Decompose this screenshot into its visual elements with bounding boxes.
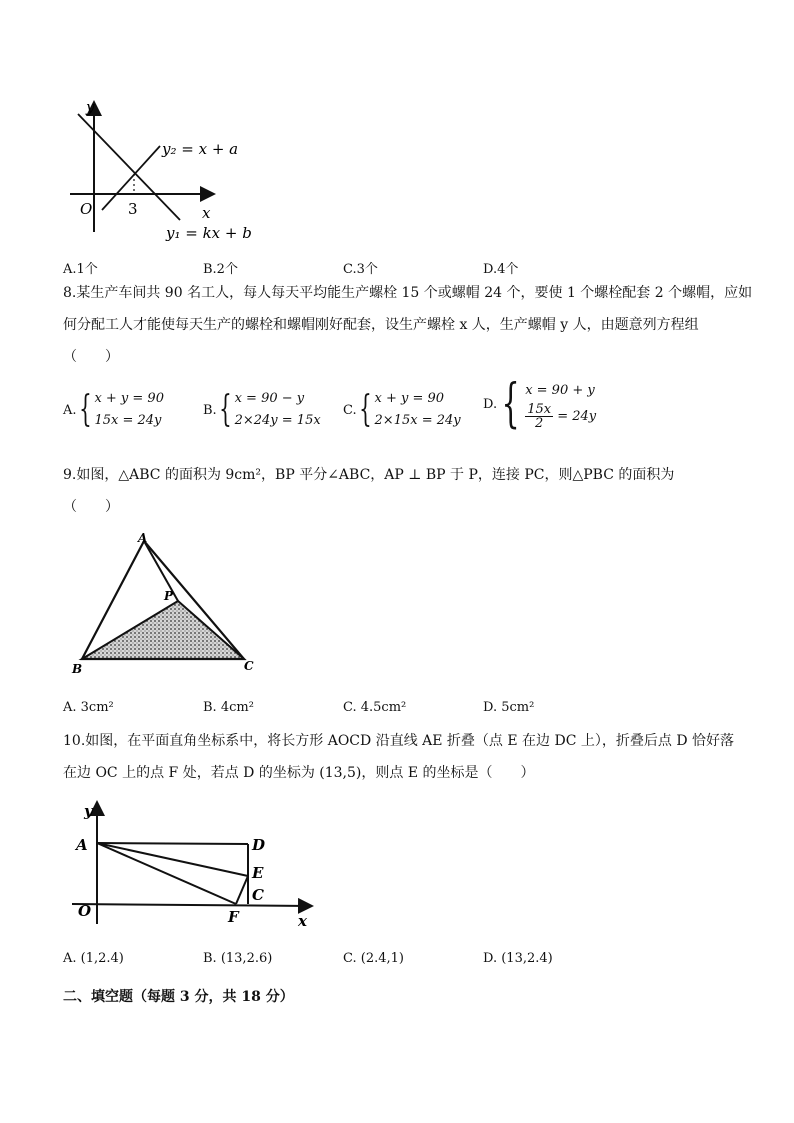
q7-tick: 3 (128, 200, 138, 218)
q10-label-o: O (78, 902, 92, 920)
q10-label-f: F (228, 908, 239, 926)
q9-figure (62, 528, 272, 678)
q7-y-label: y (86, 98, 95, 116)
q8-option-d-eq1: x = 90 + y (525, 382, 595, 398)
q10-label-a: A (76, 836, 88, 854)
q10-label-x: x (298, 912, 307, 930)
q10-label-e: E (252, 864, 264, 882)
q10-label-y: y (84, 802, 93, 820)
brace-icon: { (501, 374, 520, 434)
q10-segment-ae (97, 843, 248, 876)
q7-option-b: B.2个 (203, 262, 238, 277)
q8-option-b-eq2: 2×24y = 15x (234, 413, 321, 428)
q7-origin: O (80, 200, 93, 218)
q8-option-a-letter: A. (63, 402, 77, 418)
q10-option-c: C. (2.4,1) (343, 951, 404, 966)
q8-option-d-eq2 (525, 403, 596, 430)
fraction (525, 403, 553, 430)
q9-option-c: C. 4.5cm² (343, 700, 407, 715)
q8-option-b-eq1: x = 90 − y (234, 391, 305, 406)
q7-line2-label: y₂ = x + a (162, 140, 239, 158)
q8-stem-line1: 8.某生产车间共 90 名工人，每人每天平均能生产螺栓 15 个或螺帽 24 个，要使 1 个螺栓配套 2 个螺帽，应如 (63, 285, 753, 301)
section-2-heading: 二、填空题（每题 3 分，共 18 分） (63, 989, 294, 1005)
q8-option-c-letter: C. (343, 402, 357, 418)
q8-option-c-eq2: 2×15x = 24y (374, 413, 461, 428)
q8-option-c (343, 388, 461, 432)
q8-option-c-eq1: x + y = 90 (374, 391, 445, 406)
q10-figure (62, 796, 322, 936)
q9-label-b: B (72, 662, 83, 676)
q10-option-b: B. (13,2.6) (203, 951, 273, 966)
q10-side-ad (97, 843, 248, 844)
q7-option-a: A.1个 (63, 262, 98, 277)
fraction-numerator: 15x (527, 401, 552, 417)
q8-stem-line2: 何分配工人才能使每天生产的螺栓和螺帽刚好配套，设生产螺栓 x 人，生产螺帽 y 人，由题意列方程组 (63, 317, 699, 333)
brace-icon: { (358, 389, 372, 430)
q8-option-d-letter: D. (483, 396, 498, 412)
q7-option-c: C.3个 (343, 262, 378, 277)
q9-option-d: D. 5cm² (483, 700, 535, 715)
q7-line1-label: y₁ = kx + b (166, 224, 252, 242)
q8-option-b (203, 388, 321, 432)
q9-label-p: P (164, 589, 174, 603)
q7-graph (62, 92, 262, 252)
q9-option-a: A. 3cm² (63, 700, 114, 715)
q9-label-c: C (244, 659, 254, 673)
q10-segment-fe (236, 876, 248, 904)
brace-icon: { (78, 389, 92, 430)
q9-option-b: B. 4cm² (203, 700, 254, 715)
q10-x-axis (72, 904, 310, 906)
q8-paren: （ ） (63, 349, 119, 365)
q8-option-b-letter: B. (203, 402, 217, 418)
brace-icon: { (218, 389, 232, 430)
q10-option-a: A. (1,2.4) (63, 951, 124, 966)
q10-stem-line1: 10.如图，在平面直角坐标系中，将长方形 AOCD 沿直线 AE 折叠（点 E 在边 DC 上），折叠后点 D 恰好落 (63, 733, 734, 749)
q9-paren: （ ） (63, 499, 119, 515)
q9-label-a: A (138, 531, 148, 545)
q8-option-d-eq2-rest: = 24y (553, 408, 597, 424)
q10-option-d: D. (13,2.4) (483, 951, 553, 966)
q8-option-a-eq1: x + y = 90 (94, 391, 164, 406)
q7-option-d: D.4个 (483, 262, 519, 277)
q10-label-c: C (252, 886, 264, 904)
fraction-denominator: 2 (534, 415, 544, 431)
q10-label-d: D (252, 836, 266, 854)
q8-option-a-eq2: 15x = 24y (94, 413, 162, 428)
q10-stem-line2: 在边 OC 上的点 F 处，若点 D 的坐标为 (13,5)，则点 E 的坐标是（ ） (63, 765, 535, 781)
q8-option-a (63, 388, 164, 432)
q8-option-d (483, 374, 597, 434)
q7-x-label: x (202, 204, 211, 222)
q9-stem: 9.如图，△ABC 的面积为 9cm²，BP 平分∠ABC，AP ⊥ BP 于 P，连接 PC，则△PBC 的面积为 (63, 467, 675, 483)
q10-segment-af (97, 843, 236, 904)
